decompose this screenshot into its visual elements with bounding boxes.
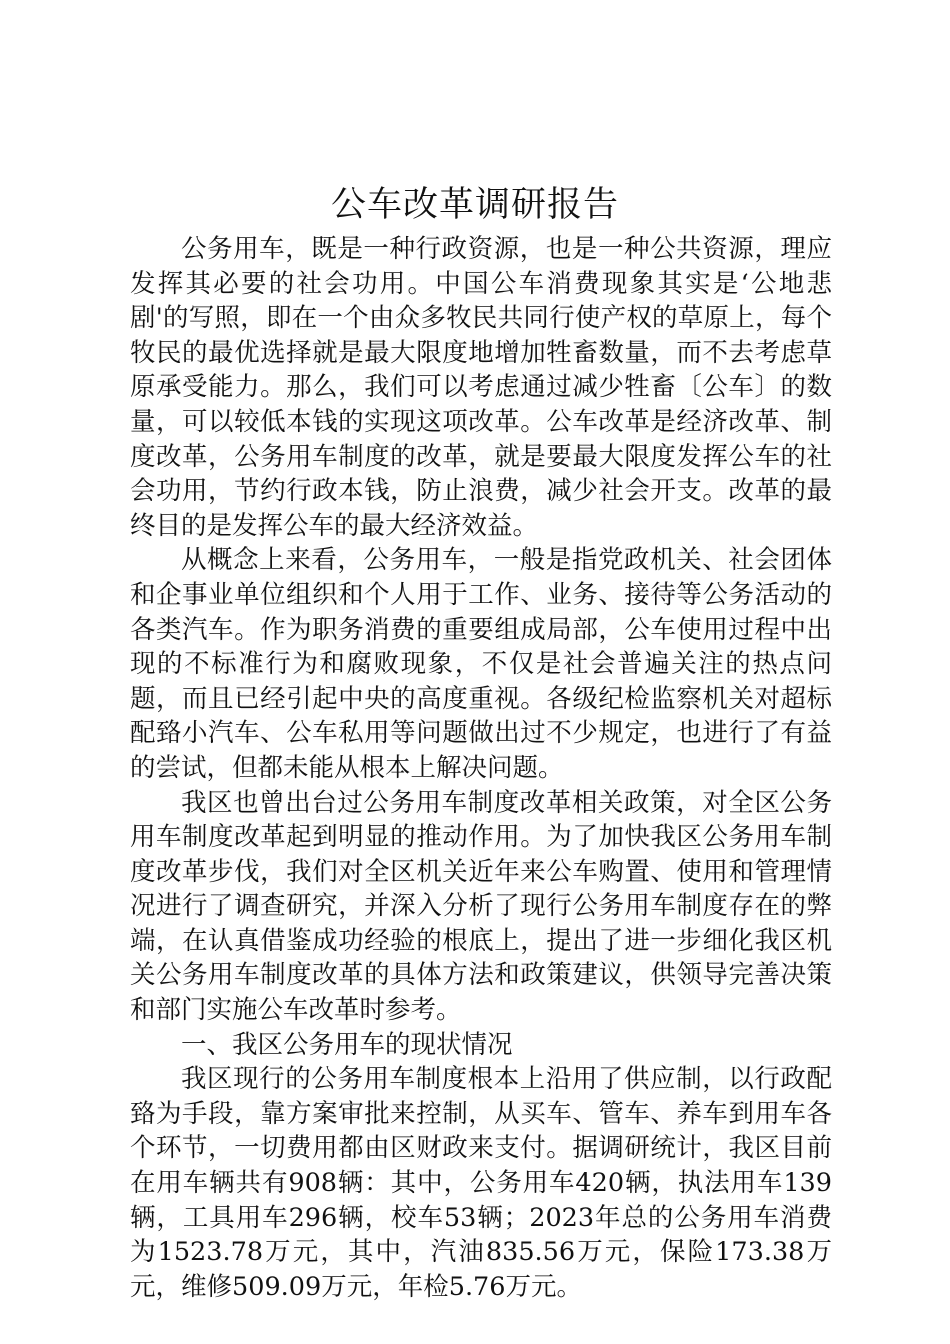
document-body <box>130 232 832 1304</box>
paragraph-district-policy: 我区也曾出台过公务用车制度改革相关政策，对全区公务用车制度改革起到明显的推动作用。为了加快我区公务用车制度改革步伐，我们对全区机关近年来公车购置、使用和管理情况进行了调查研究，并深入分析了现行公务用车制度存在的弊端，在认真借鉴成功经验的根底上，提出了进一步细化我区机关公务用车制度改革的具体方法和政策建议，供领导完善决策和部门实施公车改革时参考。 <box>130 787 832 1026</box>
section-heading-status: 一、我区公务用车的现状情况 <box>181 1029 513 1060</box>
paragraph-intro: 公务用车，既是一种行政资源，也是一种公共资源，理应发挥其必要的社会功用。中国公车消费现象其实是‘公地悲剧'的写照，即在一个由众多牧民共同行使产权的草原上，每个牧民的最优选择就是最大限度地增加牲畜数量，而不去考虑草原承受能力。那么，我们可以考虑通过减少牲畜〔公车〕的数量，可以较低本钱的实现这项改革。公车改革是经济改革、制度改革，公务用车制度的改革，就是要最大限度发挥公车的社会功用，节约行政本钱，防止浪费，减少社会开支。改革的最终目的是发挥公车的最大经济效益。 <box>130 234 832 541</box>
paragraph-concept: 从概念上来看，公务用车，一般是指党政机关、社会团体和企事业单位组织和个人用于工作、业务、接待等公务活动的各类汽车。作为职务消费的重要组成局部，公车使用过程中出现的不标准行为和腐败现象，不仅是社会普遍关注的热点问题，而且已经引起中央的高度重视。各级纪检监察机关对超标配臵小汽车、公车私用等问题做出过不少规定，也进行了有益的尝试，但都未能从根本上解决问题。 <box>130 545 832 783</box>
document-title: 公车改革调研报告 <box>330 185 619 225</box>
paragraph-status: 我区现行的公务用车制度根本上沿用了供应制，以行政配臵为手段，靠方案审批来控制，从买车、管车、养车到用车各个环节，一切费用都由区财政来支付。据调研统计，我区目前在用车辆共有908辆：其中，公务用车420辆，执法用车139辆，工具用车296辆，校车53辆；2023年总的公务用车消费为1523.78万元，其中，汽油835.56万元，保险173.38万元，维修509.09万元，年检5.76万元。 <box>130 1064 832 1302</box>
